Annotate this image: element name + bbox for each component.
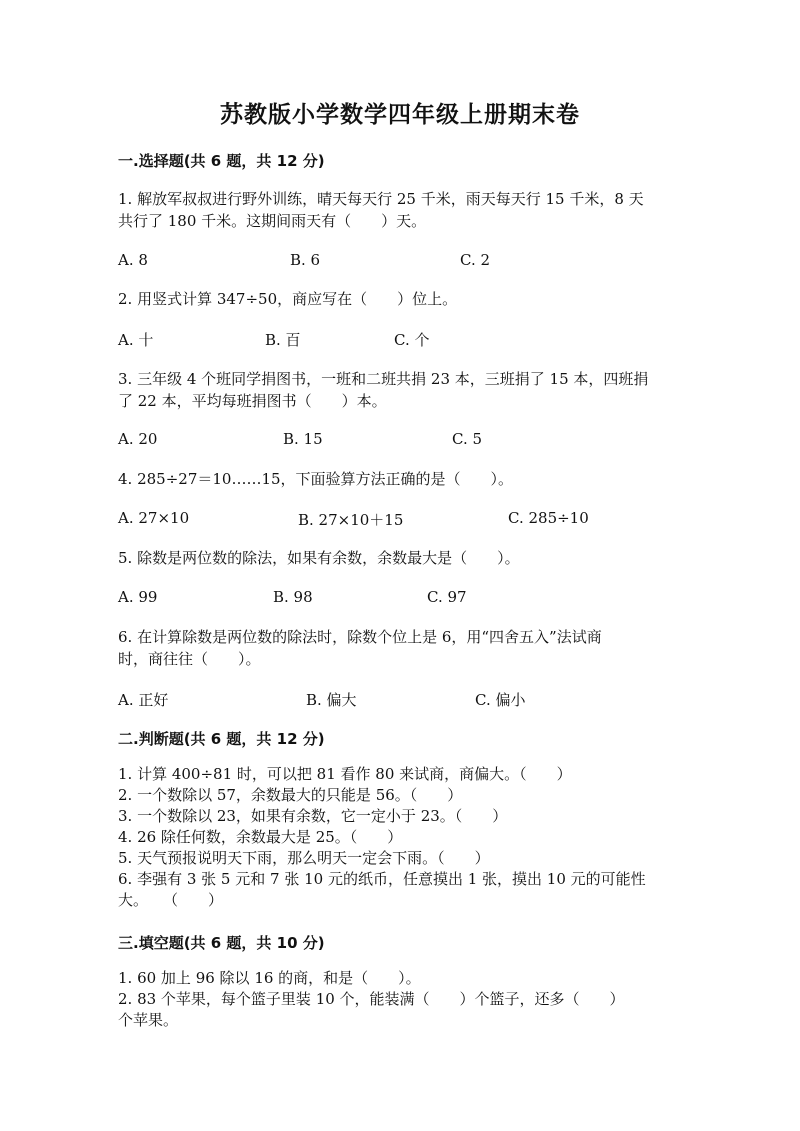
question-line: 6. 在计算除数是两位数的除法时，除数个位上是 6，用“四舍五入”法试商 [118, 628, 602, 646]
section-heading-fill: 三.填空题(共 6 题，共 10 分) [118, 934, 325, 952]
option-c: C. 97 [427, 588, 467, 606]
question-line: 1. 解放军叔叔进行野外训练，晴天每天行 25 千米，雨天每天行 15 千米，8 天 [118, 190, 644, 208]
question-4 [118, 468, 678, 490]
option-a: A. 99 [118, 588, 158, 606]
fill-list [118, 968, 678, 1031]
fill-item: 1. 60 加上 96 除以 16 的商，和是（ ）。 [118, 969, 421, 987]
option-c: C. 285÷10 [508, 509, 589, 527]
option-b: B. 百 [265, 331, 301, 349]
option-b: B. 偏大 [306, 691, 357, 709]
section-heading-choice: 一.选择题(共 6 题，共 12 分) [118, 152, 325, 170]
option-c: C. 2 [460, 251, 491, 269]
judgment-item: 1. 计算 400÷81 时，可以把 81 看作 80 来试商，商偏大。（ ） [118, 765, 572, 783]
option-a: A. 20 [118, 430, 158, 448]
question-5 [118, 547, 678, 569]
question-3 [118, 368, 678, 412]
option-a: A. 27×10 [118, 509, 190, 527]
judgment-item: 2. 一个数除以 57，余数最大的只能是 56。（ ） [118, 786, 463, 804]
option-b: B. 6 [290, 251, 321, 269]
question-2 [118, 288, 678, 310]
judgment-item: 6. 李强有 3 张 5 元和 7 张 10 元的纸币，任意摸出 1 张，摸出 10 元的可能性 [118, 870, 646, 888]
page-title: 苏教版小学数学四年级上册期末卷 [220, 101, 580, 128]
section-heading-judgment: 二.判断题(共 6 题，共 12 分) [118, 730, 325, 748]
option-b: B. 27×10＋15 [298, 511, 404, 529]
judgment-item: 5. 天气预报说明天下雨，那么明天一定会下雨。（ ） [118, 849, 490, 867]
option-b: B. 15 [283, 430, 323, 448]
question-line: 4. 285÷27＝10……15，下面验算方法正确的是（ ）。 [118, 470, 514, 488]
option-b: B. 98 [273, 588, 313, 606]
option-c: C. 5 [452, 430, 483, 448]
question-line: 了 22 本，平均每班捐图书（ ）本。 [118, 392, 387, 410]
judgment-item: 4. 26 除任何数，余数最大是 25。（ ） [118, 828, 403, 846]
fill-item: 2. 83 个苹果，每个篮子里装 10 个，能装满（ ）个篮子，还多（ ） [118, 990, 625, 1008]
fill-item: 个苹果。 [118, 1011, 179, 1029]
question-line: 共行了 180 千米。这期间雨天有（ ）天。 [118, 212, 427, 230]
option-c: C. 个 [394, 331, 430, 349]
judgment-item: 大。 （ ） [118, 891, 224, 909]
option-a: A. 正好 [118, 691, 169, 709]
judgment-item: 3. 一个数除以 23，如果有余数，它一定小于 23。（ ） [118, 807, 508, 825]
question-line: 时，商往往（ ）。 [118, 650, 261, 668]
option-a: A. 十 [118, 331, 154, 349]
judgment-list [118, 764, 678, 911]
question-line: 2. 用竖式计算 347÷50，商应写在（ ）位上。 [118, 290, 458, 308]
question-line: 5. 除数是两位数的除法，如果有余数，余数最大是（ ）。 [118, 549, 520, 567]
question-1 [118, 188, 678, 232]
option-c: C. 偏小 [475, 691, 526, 709]
question-6 [118, 626, 678, 670]
question-line: 3. 三年级 4 个班同学捐图书，一班和二班共捐 23 本，三班捐了 15 本，四班捐 [118, 370, 649, 388]
option-a: A. 8 [118, 251, 148, 269]
